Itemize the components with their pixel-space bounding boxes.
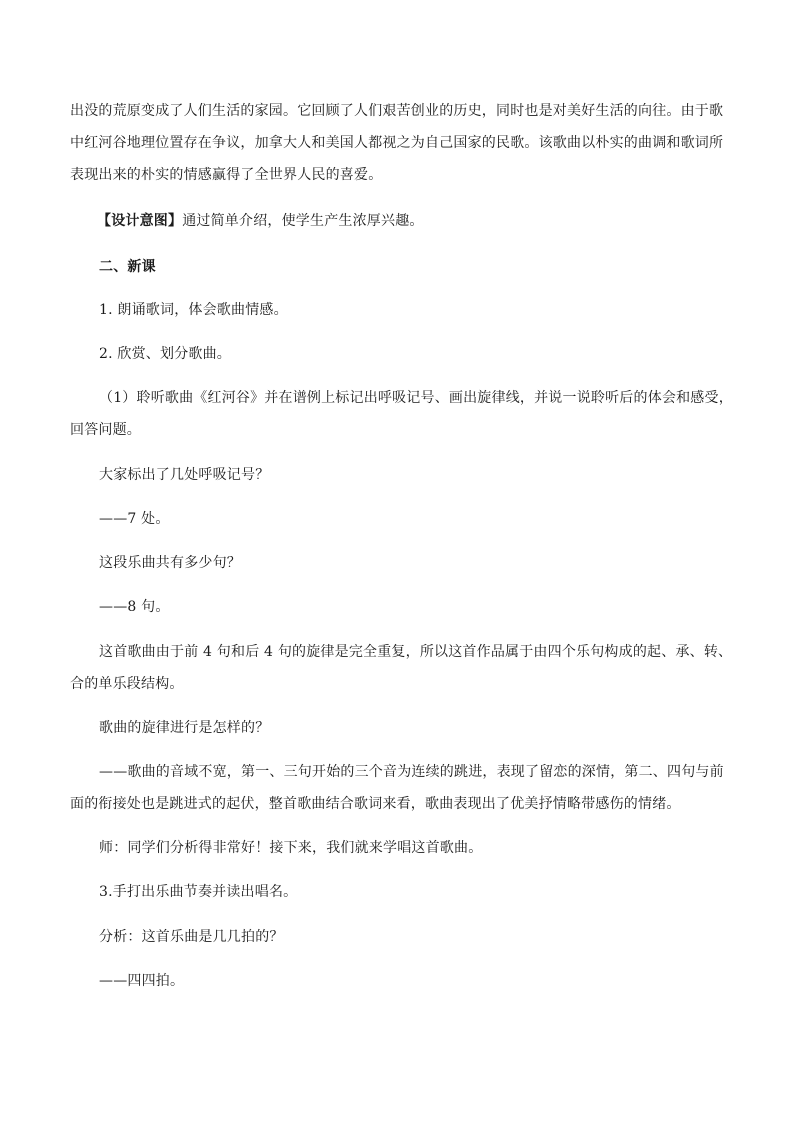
intro-line-2: 中红河谷地理位置存在争议，加拿大人和美国人都视之为自己国家的民歌。该歌曲以朴实的曲调和歌词所 (70, 135, 724, 151)
section-heading: 二、新课 (99, 259, 156, 275)
design-intent-text: 通过简单介绍，使学生产生浓厚兴趣。 (182, 213, 424, 229)
answer-breath-marks: ——7 处。 (99, 511, 170, 527)
step-1: 1. 朗诵歌词，体会歌曲情感。 (99, 302, 288, 318)
answer-melody-line-1: ——歌曲的音域不宽，第一、三句开始的三个音为连续的跳进，表现了留恋的深情，第二、四句与前 (99, 764, 724, 780)
structure-line-1: 这首歌曲由于前 4 句和后 4 句的旋律是完全重复，所以这首作品属于由四个乐句构成的起、承、转、 (99, 644, 733, 660)
question-breath-marks: 大家标出了几处呼吸记号？ (99, 467, 270, 483)
step-3: 3.手打出乐曲节奏并读出唱名。 (99, 884, 298, 900)
answer-phrase-count: ——8 句。 (99, 599, 170, 615)
teacher-remark: 师：同学们分析得非常好！接下来，我们就来学唱这首歌曲。 (99, 840, 483, 856)
step-2: 2. 欣赏、划分歌曲。 (99, 346, 232, 362)
analysis-question: 分析：这首乐曲是几几拍的？ (99, 929, 284, 945)
task-1-line-1: （1）聆听歌曲《红河谷》并在谱例上标记出呼吸记号、画出旋律线，并说一说聆听后的体会和感受， (99, 390, 733, 406)
design-intent-label: 【设计意图】 (97, 213, 183, 229)
answer-melody-line-2: 面的衔接处也是跳进式的起伏，整首歌曲结合歌词来看，歌曲表现出了优美抒情略带感伤的情绪。 (70, 796, 681, 812)
intro-line-3: 表现出来的朴实的情感赢得了全世界人民的喜爱。 (70, 167, 383, 183)
task-1-line-2: 回答问题。 (70, 422, 141, 438)
structure-line-2: 合的单乐段结构。 (70, 676, 184, 692)
question-melody: 歌曲的旋律进行是怎样的？ (99, 720, 270, 736)
design-intent-paragraph (97, 212, 424, 230)
question-phrase-count: 这段乐曲共有多少句？ (99, 555, 241, 571)
answer-meter: ——四四拍。 (99, 973, 185, 989)
intro-line-1: 出没的荒原变成了人们生活的家园。它回顾了人们艰苦创业的历史，同时也是对美好生活的向往。由于歌 (70, 103, 724, 119)
